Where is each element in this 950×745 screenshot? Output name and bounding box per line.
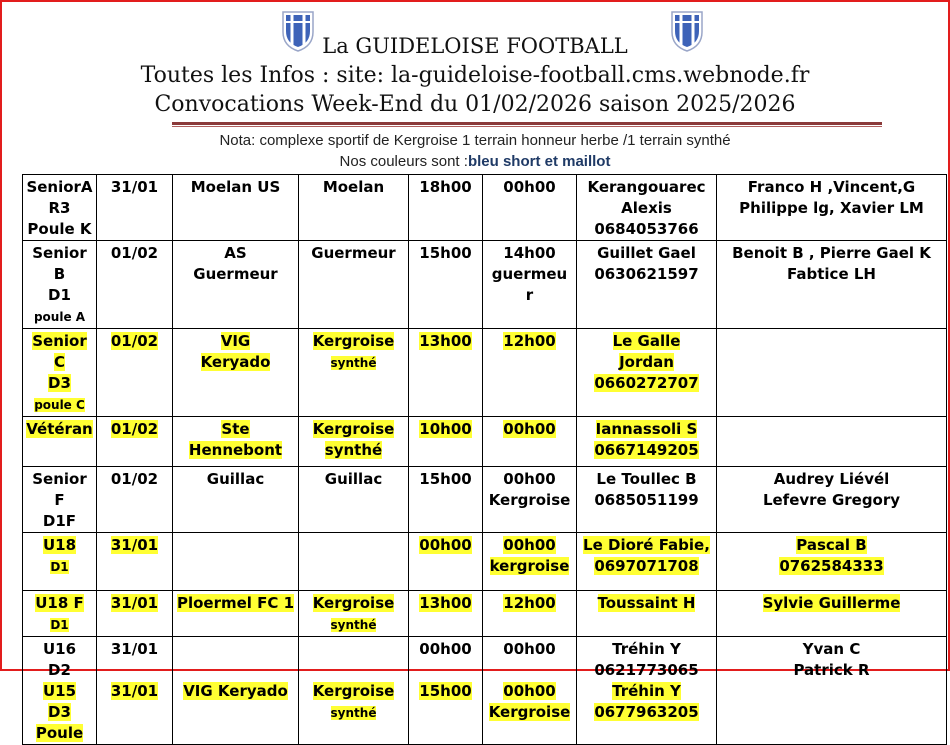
category-cell: Senior F D1F bbox=[23, 467, 97, 533]
category-cell: Senior C D3 poule C bbox=[23, 329, 97, 417]
colours-line bbox=[0, 153, 950, 170]
category-cell: Senior B D1 poule A bbox=[23, 241, 97, 329]
opponent-cell: VIG Keryado bbox=[173, 637, 299, 745]
contact-cell: Le Toullec B 0685051199 bbox=[577, 467, 717, 533]
match-time-cell: 13h00 bbox=[409, 329, 483, 417]
players-cell: Sylvie Guillerme bbox=[717, 591, 947, 637]
match-time-cell: 13h00 bbox=[409, 591, 483, 637]
players-cell bbox=[717, 329, 947, 417]
opponent-cell: Guillac bbox=[173, 467, 299, 533]
category-cell: U18 D1 bbox=[23, 533, 97, 591]
colours-value: bleu short et maillot bbox=[467, 153, 611, 170]
date-cell: 01/02 bbox=[97, 467, 173, 533]
venue-cell bbox=[299, 533, 409, 591]
site-line: Toutes les Infos : site: la-guideloise-football.cms.webnode.fr bbox=[140, 63, 810, 88]
meeting-time-cell: 00h00 bbox=[483, 417, 577, 467]
contact-cell: Toussaint H bbox=[577, 591, 717, 637]
table-row bbox=[23, 417, 947, 467]
match-time-cell: 00h00 bbox=[409, 533, 483, 591]
opponent-cell: VIG Keryado bbox=[173, 329, 299, 417]
contact-cell: Tréhin Y 0621773065 Tréhin Y 0677963205 bbox=[577, 637, 717, 745]
opponent-cell: Ste Hennebont bbox=[173, 417, 299, 467]
convocations-line: Convocations Week-End du 01/02/2026 saison 2025/2026 bbox=[154, 92, 796, 117]
colours-prefix: Nos couleurs sont : bbox=[339, 153, 468, 170]
opponent-cell: AS Guermeur bbox=[173, 241, 299, 329]
players-cell: Benoit B , Pierre Gael K Fabtice LH bbox=[717, 241, 947, 329]
opponent-cell: Ploermel FC 1 bbox=[173, 591, 299, 637]
players-cell: Franco H ,Vincent,G Philippe lg, Xavier LM bbox=[717, 175, 947, 241]
match-time-cell: 00h00 15h00 bbox=[409, 637, 483, 745]
contact-cell: Le Galle Jordan 0660272707 bbox=[577, 329, 717, 417]
meeting-time-cell: 00h00 bbox=[483, 175, 577, 241]
category-cell: U18 F D1 bbox=[23, 591, 97, 637]
venue-cell: Kergroise synthé bbox=[299, 329, 409, 417]
venue-cell: Kergroise synthé bbox=[299, 417, 409, 467]
opponent-cell: Moelan US bbox=[173, 175, 299, 241]
header-rule bbox=[172, 122, 882, 125]
venue-cell: Guillac bbox=[299, 467, 409, 533]
table-row bbox=[23, 241, 947, 329]
match-time-cell: 10h00 bbox=[409, 417, 483, 467]
contact-cell: Iannassoli S 0667149205 bbox=[577, 417, 717, 467]
table-row bbox=[23, 175, 947, 241]
category-cell: SeniorA R3 Poule K bbox=[23, 175, 97, 241]
date-cell: 01/02 bbox=[97, 329, 173, 417]
convocations-table bbox=[22, 174, 947, 745]
contact-cell: Kerangouarec Alexis 0684053766 bbox=[577, 175, 717, 241]
players-cell: Yvan C Patrick R bbox=[717, 637, 947, 745]
match-time-cell: 15h00 bbox=[409, 467, 483, 533]
match-time-cell: 18h00 bbox=[409, 175, 483, 241]
venue-cell: Kergroise synthé bbox=[299, 591, 409, 637]
nota-text: Nota: complexe sportif de Kergroise 1 terrain honneur herbe /1 terrain synthé bbox=[219, 132, 731, 149]
meeting-time-cell: 00h00 kergroise bbox=[483, 533, 577, 591]
date-cell: 31/01 bbox=[97, 591, 173, 637]
date-cell: 01/02 bbox=[97, 417, 173, 467]
table-row bbox=[23, 329, 947, 417]
category-cell: Vétéran bbox=[23, 417, 97, 467]
table-row bbox=[23, 637, 947, 745]
venue-cell: Moelan bbox=[299, 175, 409, 241]
venue-cell: Kergroise synthé bbox=[299, 637, 409, 745]
date-cell: 31/01 bbox=[97, 175, 173, 241]
header-rule-thin bbox=[172, 126, 882, 127]
date-cell: 31/01 bbox=[97, 533, 173, 591]
club-title: La GUIDELOISE FOOTBALL bbox=[322, 34, 628, 58]
meeting-time-cell: 12h00 bbox=[483, 591, 577, 637]
players-cell: Audrey Liévél Lefevre Gregory bbox=[717, 467, 947, 533]
meeting-time-cell: 12h00 bbox=[483, 329, 577, 417]
table-row bbox=[23, 467, 947, 533]
contact-cell: Guillet Gael 0630621597 bbox=[577, 241, 717, 329]
category-cell: U16 D2 U15 D3 Poule bbox=[23, 637, 97, 745]
opponent-cell bbox=[173, 533, 299, 591]
date-cell: 01/02 bbox=[97, 241, 173, 329]
contact-cell: Le Dioré Fabie, 0697071708 bbox=[577, 533, 717, 591]
players-cell: Pascal B 0762584333 bbox=[717, 533, 947, 591]
meeting-time-cell: 14h00 guermeu r bbox=[483, 241, 577, 329]
meeting-time-cell: 00h00 00h00 Kergroise bbox=[483, 637, 577, 745]
meeting-time-cell: 00h00 Kergroise bbox=[483, 467, 577, 533]
venue-cell: Guermeur bbox=[299, 241, 409, 329]
table-row bbox=[23, 591, 947, 637]
table-row bbox=[23, 533, 947, 591]
match-time-cell: 15h00 bbox=[409, 241, 483, 329]
date-cell: 31/01 31/01 bbox=[97, 637, 173, 745]
players-cell bbox=[717, 417, 947, 467]
